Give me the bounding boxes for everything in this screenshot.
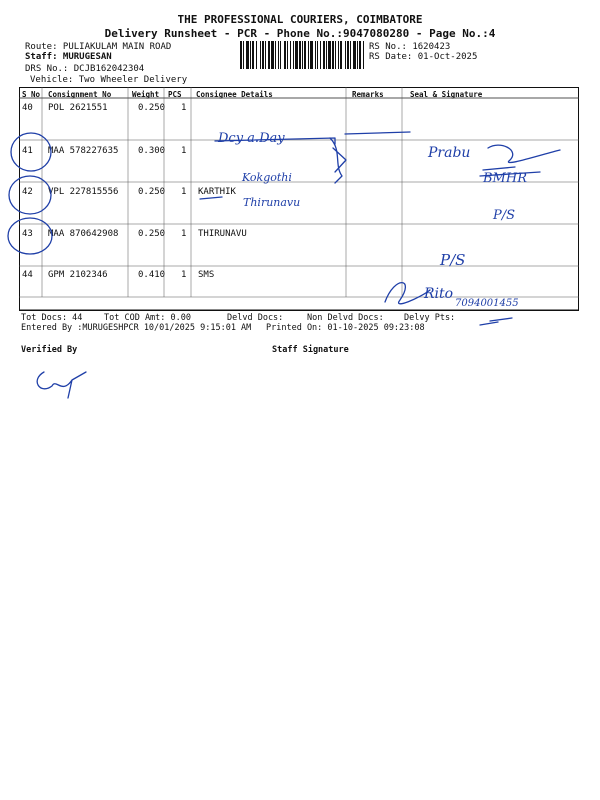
barcode-bar xyxy=(359,41,361,69)
col-remarks: Remarks xyxy=(352,90,384,99)
barcode-bar xyxy=(284,41,286,69)
col-seal: Seal & Signature xyxy=(410,90,483,99)
barcode-bar xyxy=(280,41,281,69)
row-consignment: GPM 2102346 xyxy=(48,270,108,280)
total-docs: Tot Docs: 44 xyxy=(21,313,83,323)
barcode-bar xyxy=(326,41,327,69)
verified-signature xyxy=(37,372,86,398)
row-consignee: KARTHIK xyxy=(198,187,236,197)
col-consignee: Consignee Details xyxy=(196,90,273,99)
barcode xyxy=(240,41,366,69)
row-sno: 41 xyxy=(22,146,33,156)
row-pcs: 1 xyxy=(181,146,187,156)
row-pcs: 1 xyxy=(181,270,187,280)
barcode-bar xyxy=(315,41,316,69)
barcode-bar xyxy=(323,41,325,69)
barcode-bar xyxy=(340,41,342,69)
barcode-bar xyxy=(295,41,298,69)
barcode-bar xyxy=(293,41,294,69)
barcode-bar xyxy=(304,41,306,69)
row-weight: 0.250 xyxy=(138,187,166,197)
row-pcs: 1 xyxy=(181,187,187,197)
pls-mark-2: P/S xyxy=(440,251,466,269)
row-consignment: MAA 578227635 xyxy=(48,146,119,156)
note-row41b: Kokgothi xyxy=(242,171,292,184)
barcode-bar xyxy=(262,41,264,69)
barcode-bar xyxy=(260,41,261,69)
row-sno: 43 xyxy=(22,229,33,239)
phone-note-44: 7094001455 xyxy=(455,298,519,309)
barcode-bar xyxy=(310,41,313,69)
barcode-bar xyxy=(256,41,257,69)
row-consignee: THIRUNAVU xyxy=(198,229,247,239)
col-weight: Weight xyxy=(132,90,160,99)
rs-date: RS Date: 01-Oct-2025 xyxy=(369,52,478,62)
barcode-bar xyxy=(320,41,321,69)
barcode-bar xyxy=(328,41,331,69)
entered-by: Entered By :MURUGESHPCR 10/01/2025 9:15:01 AM xyxy=(21,323,252,333)
barcode-bar xyxy=(268,41,270,69)
delivery-points: Delvy Pts: xyxy=(404,313,456,323)
staff-signature-label: Staff Signature xyxy=(272,345,349,355)
route-label: Route: PULIAKULAM MAIN ROAD xyxy=(25,42,172,52)
barcode-bar xyxy=(308,41,309,69)
row-consignee: SMS xyxy=(198,270,215,280)
vehicle-label: Vehicle: Two Wheeler Delivery xyxy=(30,75,188,85)
seal-signature-44: Rito xyxy=(424,286,454,302)
col-consignment: Consignment No xyxy=(48,90,112,99)
barcode-bar xyxy=(250,41,251,69)
printed-on: Printed On: 01-10-2025 09:23:08 xyxy=(266,323,425,333)
barcode-bar xyxy=(317,41,318,69)
col-sno: S No xyxy=(22,90,41,99)
barcode-bar xyxy=(243,41,244,69)
pls-mark-1: P/S xyxy=(493,208,516,223)
barcode-bar xyxy=(332,41,334,69)
note-row41: Dcy a.Day xyxy=(218,131,285,146)
barcode-bar xyxy=(275,41,276,69)
delivered-docs: Delvd Docs: xyxy=(227,313,284,323)
note-row42: Thirunavu xyxy=(243,196,301,209)
seal-signature-41: Prabu xyxy=(428,145,471,161)
verified-by-label: Verified By xyxy=(21,345,78,355)
row-consignment: POL 2621551 xyxy=(48,103,108,113)
row-weight: 0.300 xyxy=(138,146,166,156)
barcode-bar xyxy=(278,41,279,69)
col-pcs: PCS xyxy=(168,90,182,99)
row-pcs: 1 xyxy=(181,103,187,113)
row-sno: 44 xyxy=(22,270,33,280)
runsheet-subtitle: Delivery Runsheet - PCR - Phone No.:9047080280 - Page No.:4 xyxy=(104,27,496,40)
row-sno: 42 xyxy=(22,187,33,197)
barcode-bar xyxy=(350,41,351,69)
row-consignment: VPL 227815556 xyxy=(48,187,119,197)
row-pcs: 1 xyxy=(181,229,187,239)
drs-number: DRS No.: DCJB162042304 xyxy=(25,64,145,74)
rs-number: RS No.: 1620423 xyxy=(369,42,451,52)
company-title: THE PROFESSIONAL COURIERS, COIMBATORE xyxy=(177,13,423,26)
staff-label: Staff: MURUGESAN xyxy=(25,52,112,62)
row-weight: 0.250 xyxy=(138,103,166,113)
barcode-bar xyxy=(302,41,303,69)
barcode-bar xyxy=(357,41,358,69)
barcode-bar xyxy=(265,41,266,69)
barcode-bar xyxy=(240,41,242,69)
barcode-bar xyxy=(290,41,291,69)
barcode-bar xyxy=(353,41,356,69)
barcode-bar xyxy=(299,41,301,69)
barcode-bar xyxy=(347,41,349,69)
total-cod: Tot COD Amt: 0.00 xyxy=(104,313,191,323)
barcode-bar xyxy=(287,41,288,69)
seal-signature-42: BMHR xyxy=(483,171,527,186)
row-sno: 40 xyxy=(22,103,33,113)
barcode-bar xyxy=(252,41,254,69)
barcode-bar xyxy=(363,41,364,69)
barcode-bar xyxy=(338,41,339,69)
barcode-bar xyxy=(335,41,336,69)
row-consignment: MAA 870642908 xyxy=(48,229,119,239)
barcode-bar xyxy=(345,41,346,69)
barcode-bar xyxy=(246,41,249,69)
barcode-bar xyxy=(271,41,274,69)
row-weight: 0.250 xyxy=(138,229,166,239)
row-weight: 0.410 xyxy=(138,270,166,280)
non-delivered-docs: Non Delvd Docs: xyxy=(307,313,384,323)
